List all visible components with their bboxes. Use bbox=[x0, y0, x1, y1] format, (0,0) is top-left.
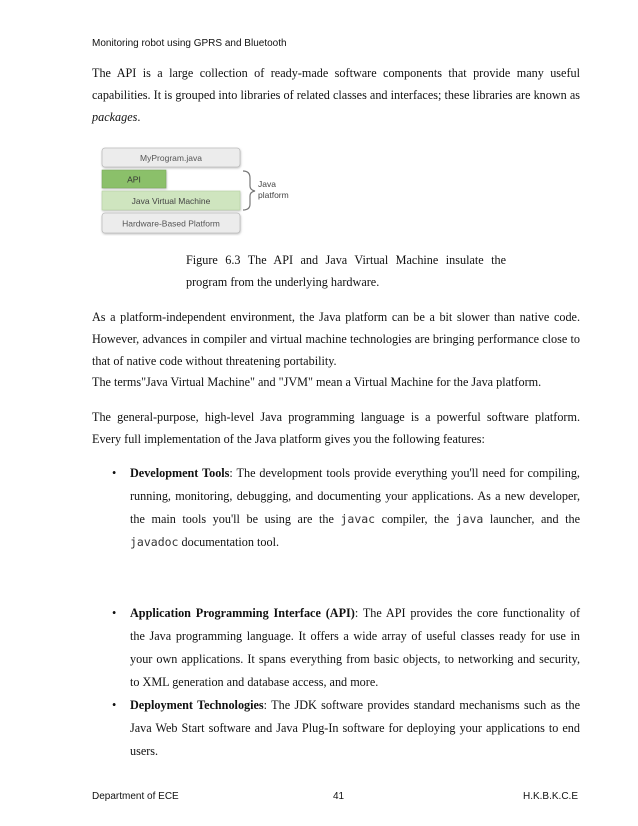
item-text: documentation tool. bbox=[178, 535, 279, 549]
footer-department: Department of ECE bbox=[92, 791, 179, 802]
item-text: : The API provides the core functionality of the Java programming language. It offers a wide array of useful classes ready for use in your own applications. It spans everything from basic objects, to networking and security, to XML generation and database access, and more. bbox=[130, 606, 581, 689]
code-javac: javac bbox=[340, 512, 376, 526]
item-title: Deployment Technologies bbox=[130, 698, 264, 712]
item-text: launcher, and the bbox=[483, 512, 581, 526]
item-title: Development Tools bbox=[130, 466, 230, 480]
code-javadoc: javadoc bbox=[130, 535, 179, 549]
item-text: : The development tools provide everything you'll need for compiling, running, monitoring, debugging, and documenting your applications. As a new developer, the main tools you'll be using are the bbox=[130, 466, 580, 526]
code-java: java bbox=[455, 512, 484, 526]
layer-myprogram-label: MyProgram.java bbox=[140, 153, 202, 163]
list-item-api bbox=[92, 602, 580, 694]
item-text: : The JDK software provides standard mechanisms such as the Java Web Start software and Java Plug-In software for deploying your applications to end users. bbox=[130, 698, 580, 758]
list-item-deployment bbox=[92, 694, 580, 763]
layer-hardware-label: Hardware-Based Platform bbox=[122, 218, 220, 229]
item-title: Application Programming Interface (API) bbox=[130, 606, 355, 620]
layer-api-label: API bbox=[127, 174, 141, 185]
layer-jvm-label: Java Virtual Machine bbox=[131, 196, 211, 206]
list-item-development-tools bbox=[92, 462, 580, 554]
bracket-label-platform: platform bbox=[258, 190, 289, 200]
bullet: • bbox=[112, 606, 117, 620]
para1-text: The API is a large collection of ready-made software components that provide many useful capabilities. It is grouped into libraries of related classes and interfaces; these libraries are known as bbox=[92, 66, 580, 102]
footer-college: H.K.B.K.C.E bbox=[522, 791, 578, 802]
packages-term: packages bbox=[92, 110, 138, 124]
para1-end: . bbox=[137, 110, 141, 124]
paragraph-api-intro bbox=[92, 62, 580, 128]
feature-list-continued bbox=[92, 602, 580, 763]
feature-list bbox=[92, 462, 580, 554]
bullet: • bbox=[112, 698, 117, 712]
running-header: Monitoring robot using GPRS and Bluetooth bbox=[92, 38, 287, 49]
paragraph-platform-independent: As a platform-independent environment, the Java platform can be a bit slower than native code. However, advances in compiler and virtual machine technologies are bringing performance close to that of native code without threatening portability. bbox=[92, 310, 580, 368]
paragraph-java-language: The general-purpose, high-level Java programming language is a powerful software platform. Every full implementation of the Java platform gives you the following features: bbox=[92, 410, 580, 446]
bullet: • bbox=[112, 466, 117, 480]
figure-caption: Figure 6.3 The API and Java Virtual Machine insulate the program from the underlying hardware. bbox=[186, 253, 506, 289]
paragraph-jvm-terms: The terms"Java Virtual Machine" and "JVM" mean a Virtual Machine for the Java platform. bbox=[92, 375, 542, 389]
footer-page-number: 41 bbox=[333, 791, 345, 802]
item-text: compiler, the bbox=[375, 512, 456, 526]
bracket-label-java: Java bbox=[258, 179, 276, 189]
platform-bracket bbox=[243, 171, 255, 210]
java-platform-figure bbox=[100, 146, 300, 236]
